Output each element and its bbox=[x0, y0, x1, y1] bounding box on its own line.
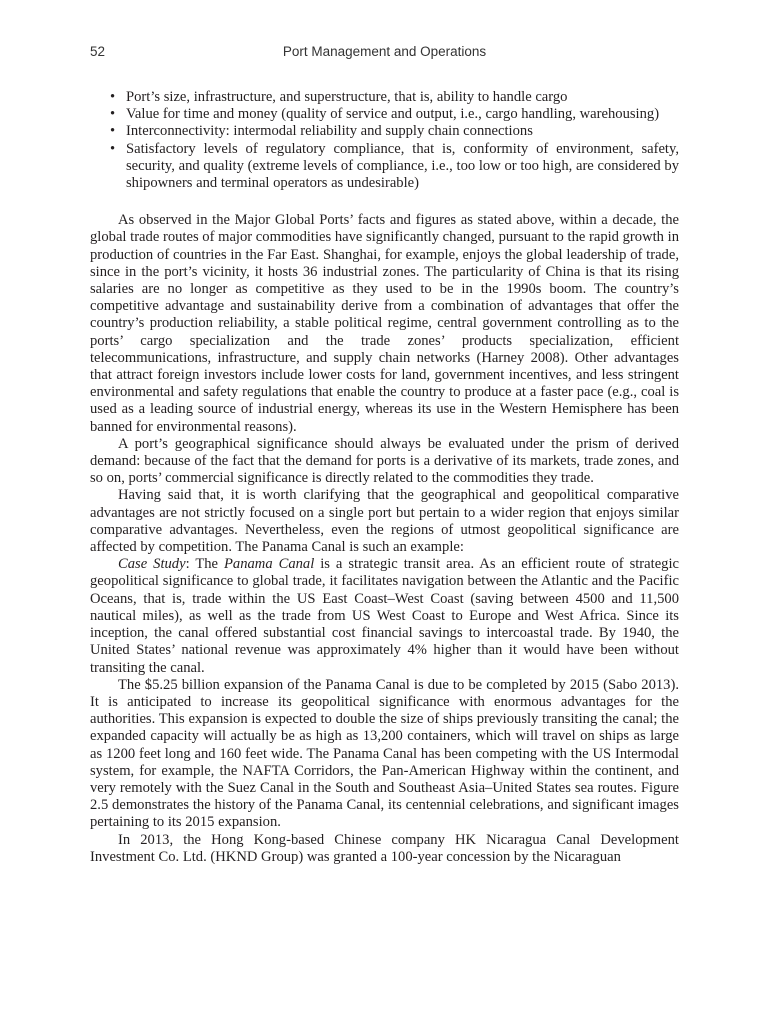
bullet-icon: • bbox=[110, 89, 116, 105]
list-item: • Value for time and money (quality of service and output, i.e., cargo handling, warehousing) bbox=[110, 106, 660, 123]
paragraph-nicaragua-canal: In 2013, the Hong Kong-based Chinese company HK Nicaragua Canal Development Investment Co. Ltd. (HKND Group) was granted a 100-year concession by the Nicaraguan bbox=[90, 831, 679, 865]
bullet-icon: • bbox=[110, 140, 116, 157]
panama-canal-term: Panama Canal bbox=[223, 556, 315, 573]
running-header bbox=[90, 44, 679, 64]
page-number: 52 bbox=[90, 44, 106, 59]
bullet-icon: • bbox=[110, 123, 116, 140]
running-header-title: Port Management and Operations bbox=[282, 44, 487, 59]
paragraph-comparative-advantages: Having said that, it is worth clarifying that the geographical and geopolitical comparative advantages are not strictly focused on a single port but pertain to a wider region that enjoys similar comparative advantages. Nevertheless, even the regions of utmost geopolitical significance are affected by competition. The Panama Canal is such an example: bbox=[90, 487, 679, 556]
paragraph-case-study: Case Study: The Panama Canal is a strategic transit area. As an efficient route of strategic geopolitical significance to global trade, it facilitates navigation between the Atlantic and the Pacific Oceans, that is, trade within the US East Coast–West Coast (saving between 4500 and 11,500 nautical miles), as well as the trade from US West Coast to Europe and West Africa. Since its inception, the canal offered substantial cost financial savings to intercoastal trade. By 1940, the United States’ national revenue was approximately 4% higher than it would have been without transiting the canal. bbox=[90, 556, 679, 676]
list-item: • Interconnectivity: intermodal reliability and supply chain connections bbox=[110, 123, 533, 140]
paragraph-canal-expansion: The $5.25 billion expansion of the Panama Canal is due to be completed by 2015 (Sabo 2013). It is anticipated to increase its geopolitical significance with enormous advantages for the authorities. This expansion is expected to double the size of ships previously transiting the canal; the expanded capacity will actually be as high as 13,200 containers, which will travel on ships as large as 1200 feet long and 160 feet wide. The Panama Canal has been competing with the US Intermodal system, for example, the NAFTA Corridors, the Pan-American Highway within the continent, and very remotely with the Suez Canal in the South and Southeast Asia–United States sea routes. Figure 2.5 demonstrates the history of the Panama Canal, its centennial celebrations, and significant images pertaining to its 2015 expansion. bbox=[90, 676, 679, 831]
paragraph-geographical-significance: A port’s geographical significance should always be evaluated under the prism of derived demand: because of the fact that the demand for ports is a derivative of its markets, trade zones, and so on, ports’ commercial significance is directly related to the commodities they trade. bbox=[90, 435, 679, 487]
bullet-list bbox=[90, 89, 679, 192]
list-item: • Port’s size, infrastructure, and superstructure, that is, ability to handle cargo bbox=[110, 89, 568, 105]
bullet-icon: • bbox=[110, 106, 116, 123]
paragraph-global-trade-routes: As observed in the Major Global Ports’ facts and figures as stated above, within a decade, the global trade routes of major commodities have significantly changed, pursuant to the rapid growth in production of countries in the Far East. Shanghai, for example, enjoys the global leadership of trade, since in the port’s vicinity, it hosts 36 industrial zones. The particularity of China is that its rising salaries are no longer as competitive as they used to be in the 1990s boom. The country’s competitive advantage and sustainability derive from a combination of advantages that offer the country’s production reliability, a stable political regime, central government controlling as to the ports’ cargo specialization and the trade zones’ products specialization, efficient telecommunications, infrastructure, and supply chain networks (Harney 2008). Other advantages that attract foreign investors include lower costs for land, government incentives, and less stringent environmental and safety regulations that enable the country to produce at a faster pace (e.g., coal is used as a leading source of industrial energy, whereas its use in the Western Hemisphere has been banned for environmental reasons). bbox=[90, 212, 679, 435]
case-study-label: Case Study bbox=[118, 556, 186, 573]
list-item: • Satisfactory levels of regulatory compliance, that is, conformity of environment, safety, security, and quality (extreme levels of compliance, i.e., too low or too high, are considered by shipowners and terminal operators as undesirable) bbox=[110, 140, 679, 192]
body-text bbox=[90, 89, 679, 866]
